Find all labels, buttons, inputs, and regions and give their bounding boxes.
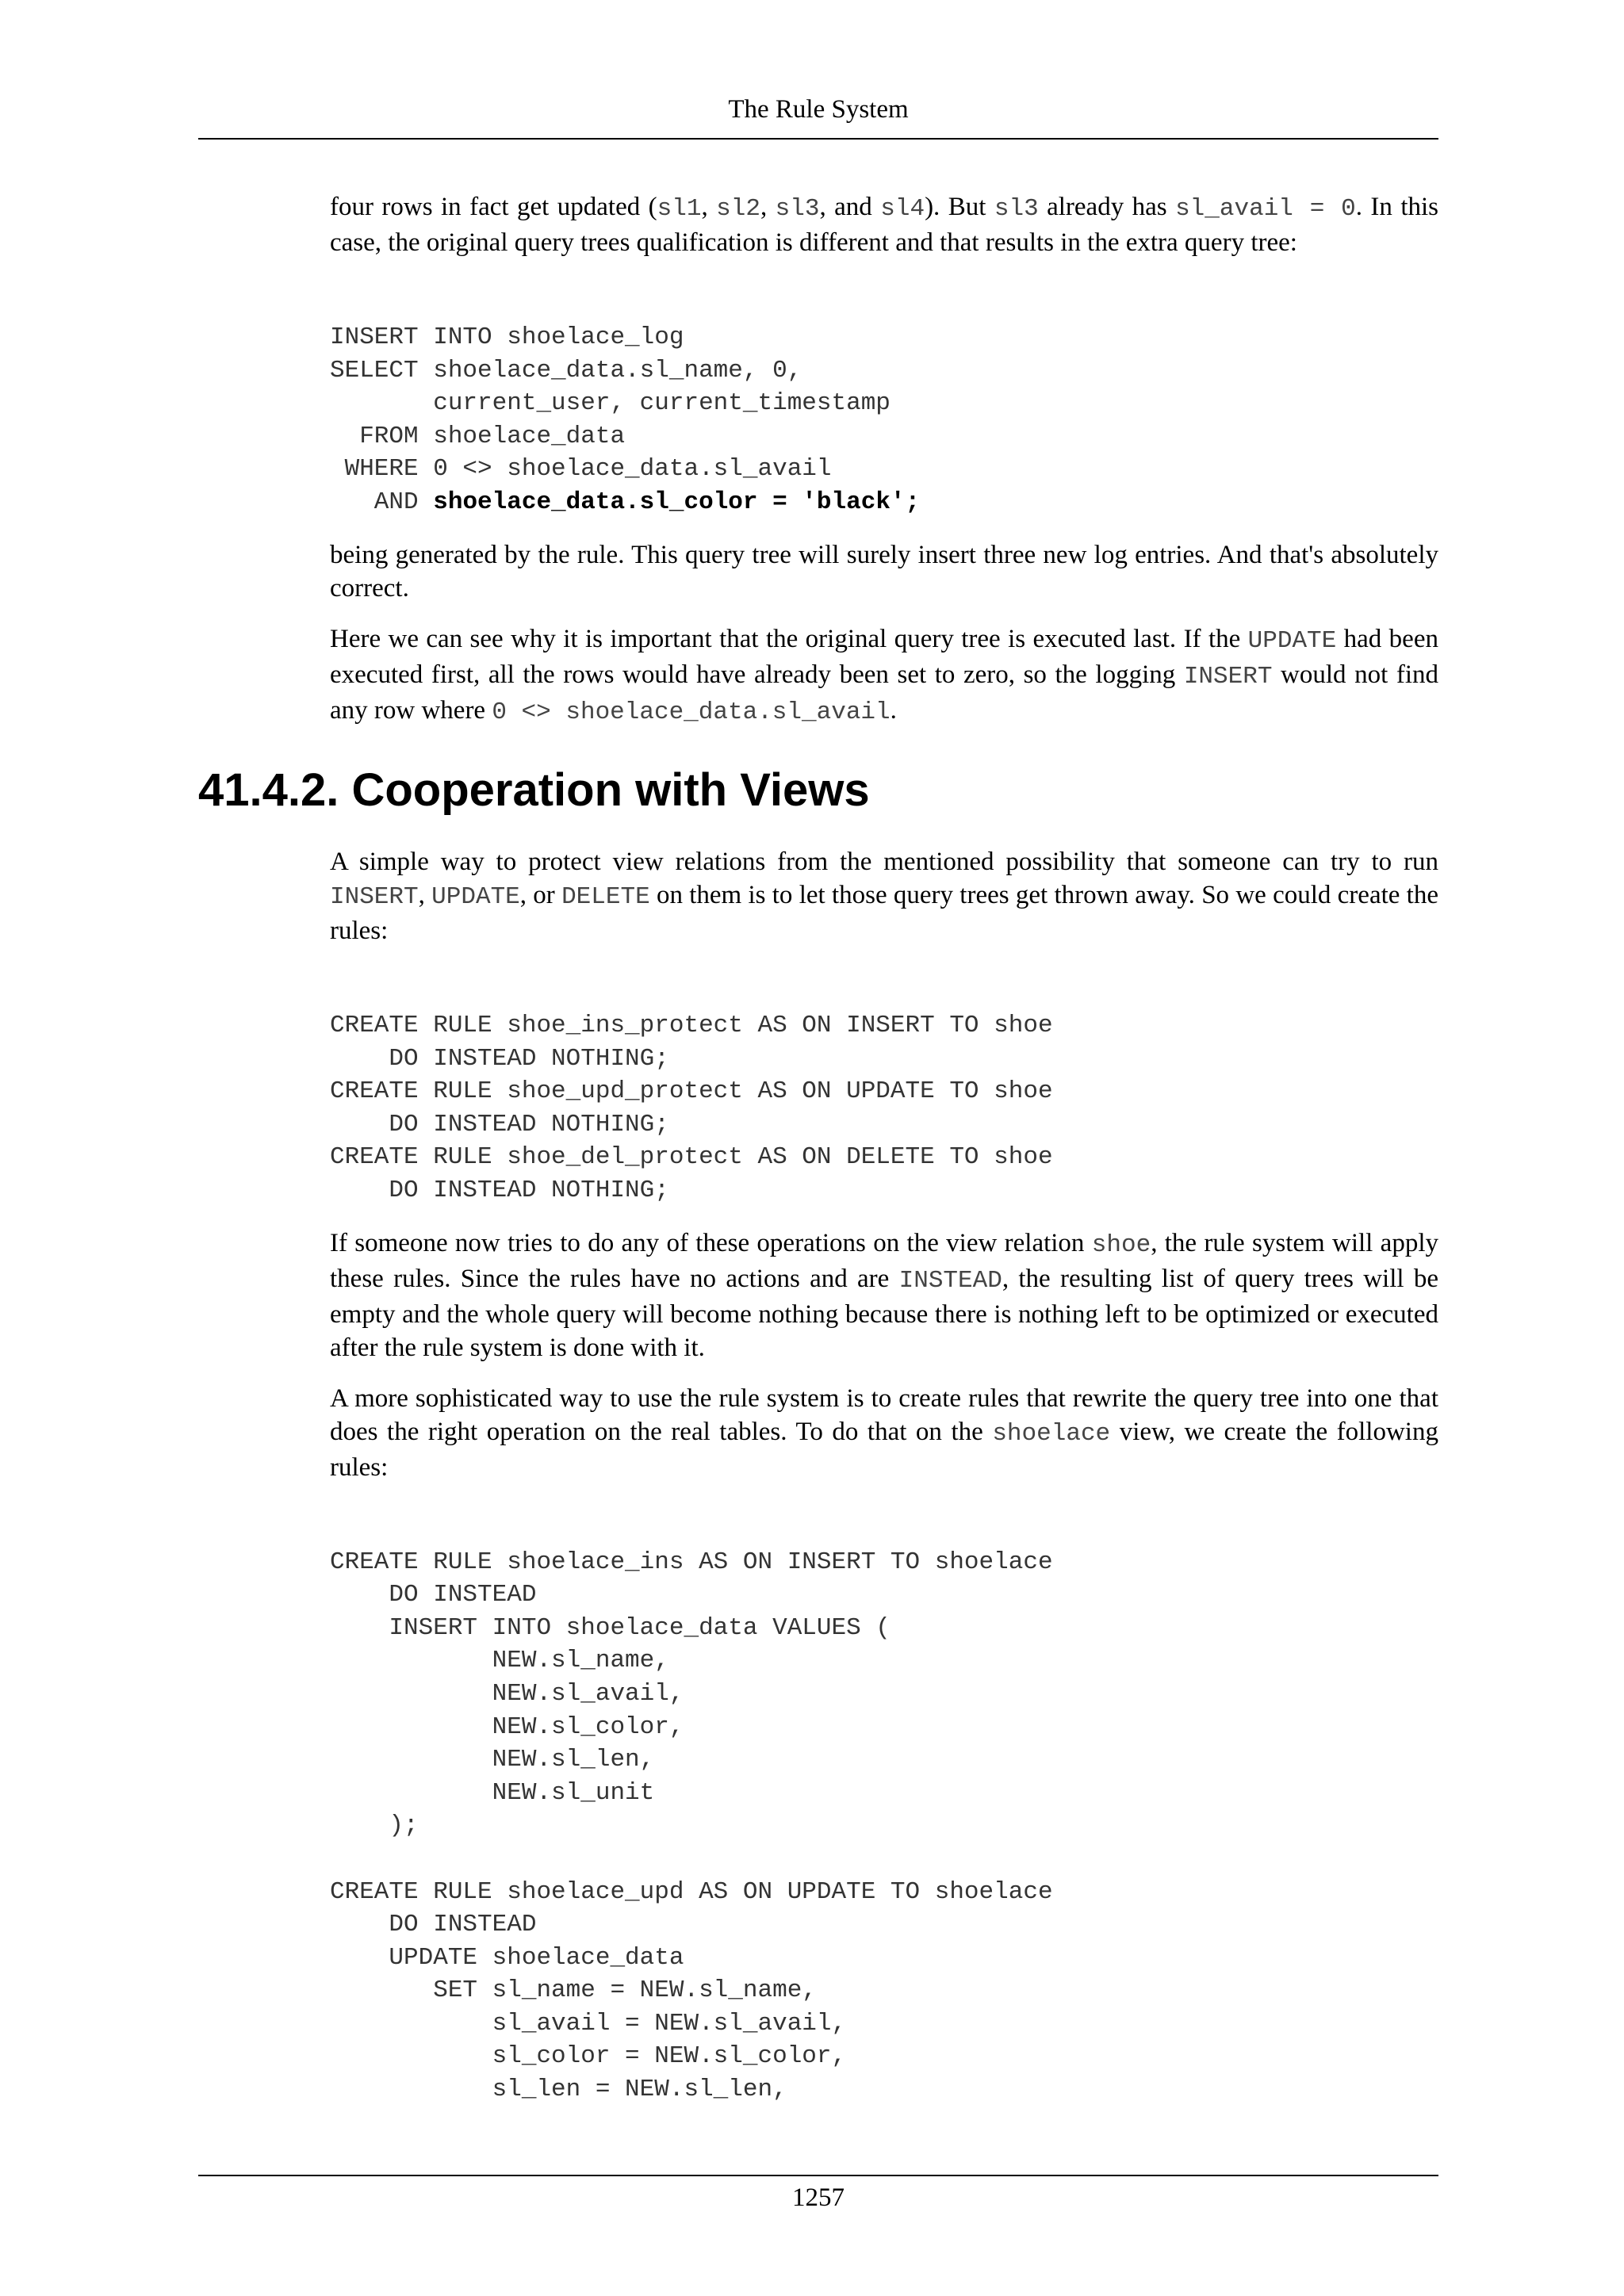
inline-code: shoe — [1091, 1230, 1151, 1259]
page-body-top — [330, 190, 1438, 729]
inline-code: sl4 — [880, 195, 925, 223]
paragraph-updated-rows: four rows in fact get updated (sl1, sl2, sl3, and sl4). But sl3 already has sl_avail = 0. In this case, the original query trees qualification is different and that results in the extra query tree: — [330, 193, 1438, 257]
inline-code: sl3 — [775, 195, 820, 223]
inline-code: UPDATE — [431, 883, 520, 911]
inline-code: INSERT — [330, 883, 419, 911]
code-block-protect-rules: CREATE RULE shoe_ins_protect AS ON INSERT TO shoe DO INSTEAD NOTHING; CREATE RULE shoe_upd_protect AS ON UPDATE TO shoe DO INSTEAD NOTHING; CREATE RULE shoe_del_protect AS ON DELETE TO shoe DO INSTEAD NOTHING; — [330, 1012, 1053, 1204]
inline-code: DELETE — [561, 883, 650, 911]
inline-code: sl_avail = 0 — [1175, 195, 1356, 223]
inline-code: INSTEAD — [898, 1266, 1002, 1295]
inline-code: 0 <> shoelace_data.sl_avail — [492, 698, 891, 726]
inline-code: sl3 — [994, 195, 1039, 223]
inline-code: UPDATE — [1247, 626, 1337, 655]
header-rule — [198, 138, 1438, 140]
paragraph-sophisticated-way: A more sophisticated way to use the rule system is to create rules that rewrite the query tree into one that does the right operation on the real tables. To do that on the shoelace view, we create the following rules: — [330, 1383, 1438, 1482]
code-block-shoelace-rules: CREATE RULE shoelace_ins AS ON INSERT TO shoelace DO INSTEAD INSERT INTO shoelace_data VALUES ( NEW.sl_name, NEW.sl_avail, NEW.sl_color, NEW.sl_len, NEW.sl_unit ); CREATE RULE shoelace_upd AS ON UPDATE TO shoelace DO INSTEAD UPDATE shoelace_data SET sl_name = NEW.sl_name, sl_avail = NEW.sl_avail, sl_color = NEW.sl_color, sl_len = NEW.sl_len, — [330, 1548, 1053, 2104]
section-heading: 41.4.2. Cooperation with Views — [198, 764, 870, 816]
page-number: 1257 — [792, 2183, 845, 2212]
code-block-insert-log: INSERT INTO shoelace_log SELECT shoelace_data.sl_name, 0, current_user, current_timestamp FROM shoelace_data WHERE 0 <> shoelace_data.sl_avail AND shoelace_data.sl_color = 'black'; — [330, 323, 921, 516]
inline-code: INSERT — [1183, 662, 1273, 691]
paragraph-protect-views: A simple way to protect view relations from the mentioned possibility that someone can try to run INSERT, UPDATE, or DELETE on them is to let those query trees get thrown away. So we could create the rules: — [330, 848, 1438, 945]
inline-code: shoelace — [992, 1419, 1111, 1448]
running-header: The Rule System — [728, 95, 909, 124]
paragraph-log-entries: being generated by the rule. This query tree will surely insert three new log entries. And that's absolutely correct. — [330, 540, 1438, 603]
page-body-section — [330, 845, 1438, 2107]
paragraph-rules-applied: If someone now tries to do any of these operations on the view relation shoe, the rule system will apply these rules. Since the rules have no actions and are INSTEAD, the resulting list of query trees will be empty and the whole query will become nothing because there is nothing left to be optimized or executed after the rule system is done with it. — [330, 1228, 1438, 1362]
paragraph-executed-last: Here we can see why it is important that the original query tree is executed last. If the UPDATE had been executed first, all the rows would have already been set to zero, so the logging INSERT would not find any row where 0 <> shoelace_data.sl_avail. — [330, 624, 1439, 726]
footer-rule — [198, 2175, 1438, 2176]
inline-code: sl1 — [657, 195, 702, 223]
inline-code: sl2 — [716, 195, 760, 223]
